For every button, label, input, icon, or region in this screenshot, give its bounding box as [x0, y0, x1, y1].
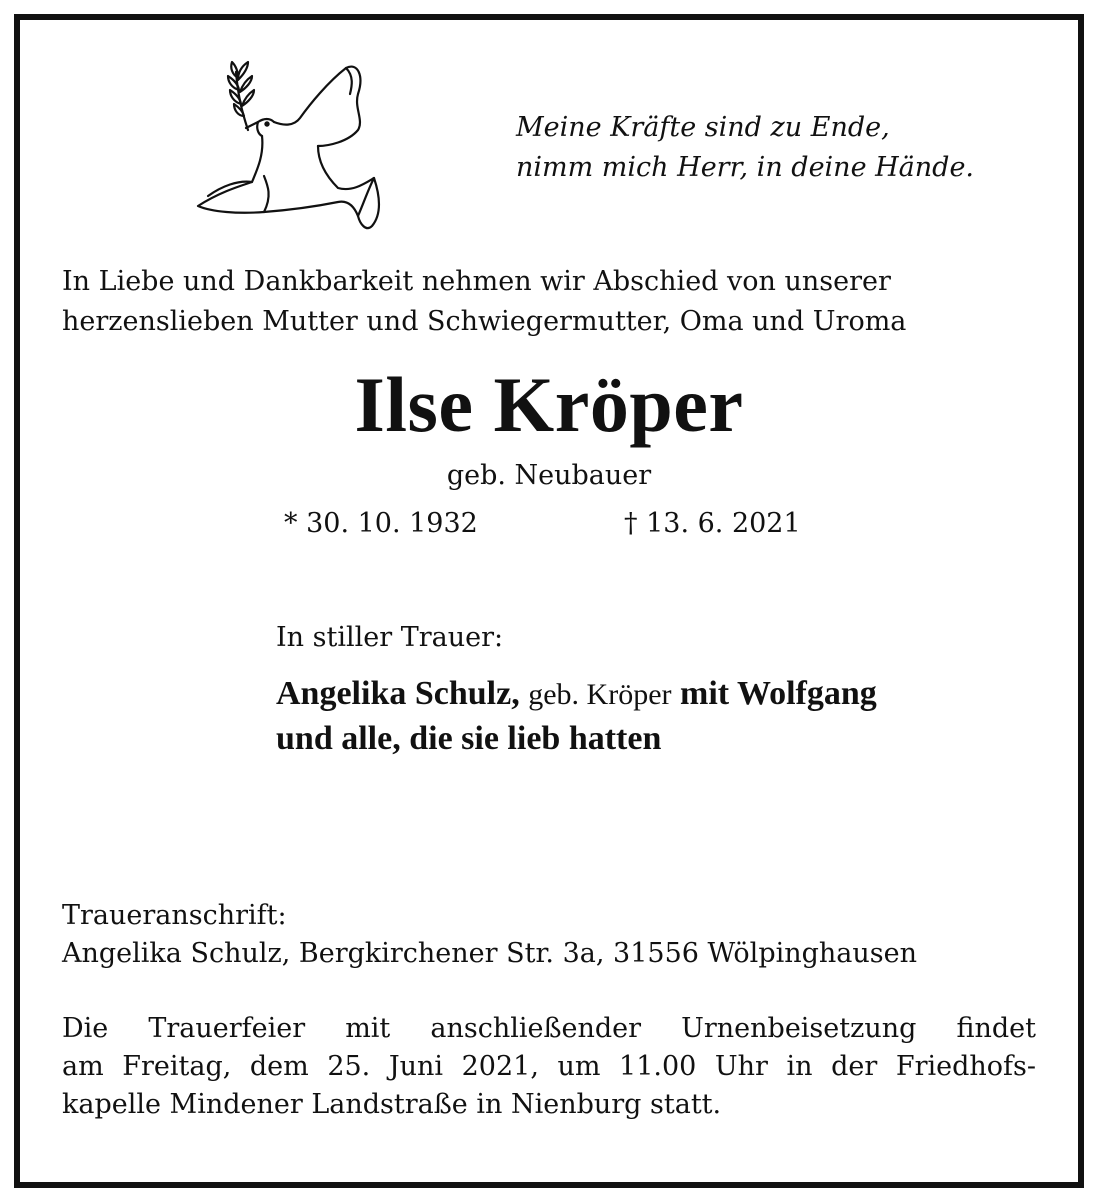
intro-line: herzenslieben Mutter und Schwiegermutter, Oma und Uroma — [62, 306, 907, 337]
motto-line: nimm mich Herr, in deine Hände. — [516, 152, 975, 183]
birth-date: * 30. 10. 1932 — [284, 508, 478, 539]
motto-verse — [516, 108, 974, 188]
dove-icon — [168, 46, 388, 236]
mourner-partner: mit Wolfgang — [680, 675, 877, 712]
mourner-maiden-name: geb. Kröper — [528, 678, 672, 711]
death-date: † 13. 6. 2021 — [624, 508, 801, 539]
service-line: am Freitag, dem 25. Juni 2021, um 11.00 Uhr in der Friedhofs- — [62, 1051, 1036, 1082]
maiden-name: geb. Neubauer — [446, 460, 652, 491]
service-line: Die Trauerfeier mit anschließender Urnenbeisetzung findet — [62, 1013, 1036, 1044]
mourners-others: und alle, die sie lieb hatten — [276, 720, 662, 757]
deceased-name: Ilse Kröper — [354, 361, 744, 448]
funeral-service-info — [62, 1010, 1036, 1124]
mourners-line — [276, 672, 877, 717]
mourner-name: Angelika Schulz, — [276, 675, 520, 712]
intro-line: In Liebe und Dankbarkeit nehmen wir Abschied von unserer — [62, 266, 891, 297]
intro-text — [62, 262, 906, 342]
mourning-label: In stiller Trauer: — [276, 622, 504, 653]
motto-line: Meine Kräfte sind zu Ende, — [516, 112, 890, 143]
service-line: kapelle Mindener Landstraße in Nienburg statt. — [62, 1089, 722, 1120]
address-label: Traueranschrift: — [62, 900, 287, 931]
mourning-address: Angelika Schulz, Bergkirchener Str. 3a, 31556 Wölpinghausen — [62, 938, 918, 969]
mourners-block — [276, 672, 877, 761]
